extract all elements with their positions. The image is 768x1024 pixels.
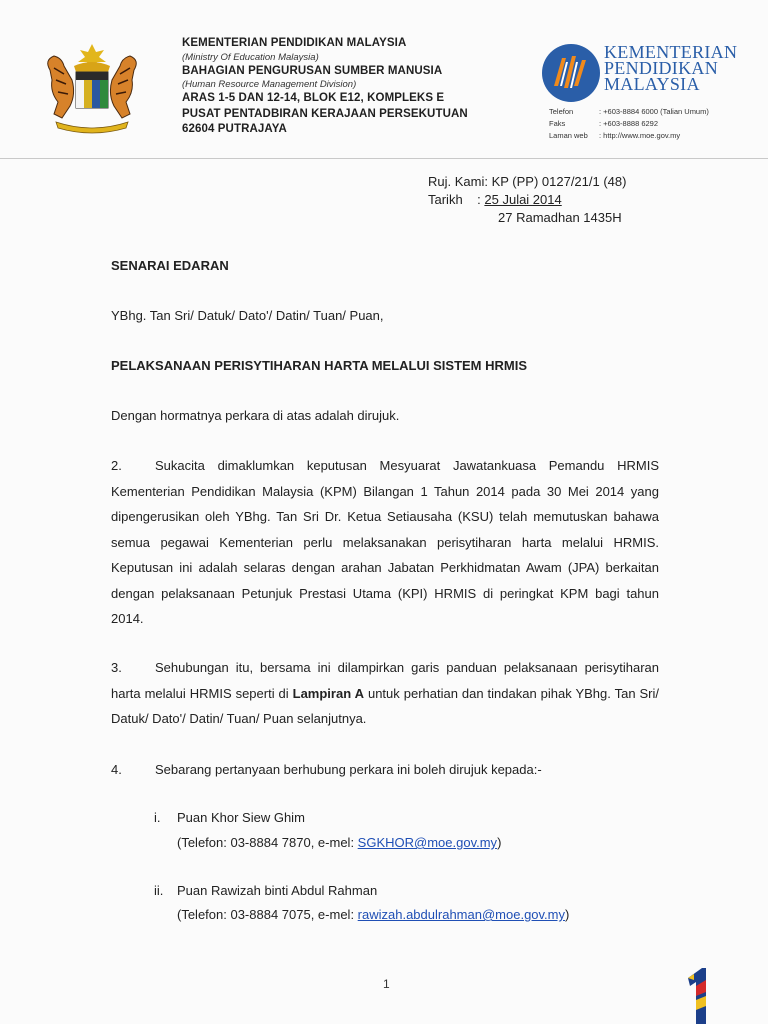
header-divider xyxy=(0,158,768,159)
phone-value: : +603-8884 6000 (Talian Umum) xyxy=(599,107,709,116)
org-division-en: (Human Resource Management Division) xyxy=(182,79,357,90)
org-address-3: 62604 PUTRAJAYA xyxy=(182,123,287,135)
salutation: YBhg. Tan Sri/ Datuk/ Dato'/ Datin/ Tuan/ Puan, xyxy=(111,308,384,323)
paragraph-3-text-b: untuk perhatian dan tindakan pihak YBhg. Tan Sri/ Datuk/ Dato'/ Datin/ Tuan/ Puan selanjutnya. xyxy=(111,685,660,726)
date-separator: : xyxy=(477,192,481,207)
paragraph-4-number: 4. xyxy=(111,762,122,777)
contact-2-email-link[interactable]: rawizah.abdulrahman@moe.gov.my xyxy=(357,907,565,922)
org-division: BAHAGIAN PENGURUSAN SUMBER MANUSIA xyxy=(182,64,443,77)
contact-1-detail xyxy=(177,835,501,850)
contact-2-name: Puan Rawizah binti Abdul Rahman xyxy=(177,883,378,898)
malaysia-coat-of-arms-icon xyxy=(36,40,148,136)
subject-heading: PELAKSANAAN PERISYTIHARAN HARTA MELALUI SISTEM HRMIS xyxy=(111,358,528,373)
fax-value: : +603-8888 6292 xyxy=(599,119,659,128)
reference-number: Ruj. Kami: KP (PP) 0127/21/1 (48) xyxy=(428,174,627,189)
contact-2-close: ) xyxy=(565,907,570,922)
organization-address xyxy=(182,36,468,138)
moe-logo-icon xyxy=(540,42,602,104)
paragraph-3-text-a: Sehubungan itu, bersama ini dilampirkan garis panduan pelaksanaan perisytiharan harta melalui HRMIS seperti di xyxy=(111,660,659,701)
contact-info xyxy=(549,106,709,142)
contact-1-email-link[interactable]: SGKHOR@moe.gov.my xyxy=(357,835,498,850)
distribution-heading: SENARAI EDARAN xyxy=(111,258,229,273)
contact-1-close: ) xyxy=(497,835,502,850)
org-ministry-en: (Ministry Of Education Malaysia) xyxy=(182,51,319,63)
contact-2-number: ii. xyxy=(154,883,164,898)
moe-logo-line-1: KEMENTERIAN xyxy=(604,42,738,62)
hijri-date: 27 Ramadhan 1435H xyxy=(498,210,622,225)
paragraph-2-text: Sukacita dimaklumkan keputusan Mesyuarat Jawatankuasa Pemandu HRMIS Kementerian Pendidikan Malaysia (KPM) Bilangan 1 Tahun 2014 pada 30 Mei 2014 yang dipengerusikan oleh YBhg. Tan Sri Dr. Ketua Setiausaha (KSU) telah memutuskan bahawa semua pegawai Kementerian perlu melaksanakan perisytiharan harta melalui HRMIS. Keputusan ini adalah selaras dengan arahan Jabatan Perkhidmatan Awam (JPA) berkaitan dengan pelaksanaan Petunjuk Prestasi Utama (KPI) HRMIS di peringkat KPM bagi tahun 2014. xyxy=(111,458,659,626)
opening-line: Dengan hormatnya perkara di atas adalah dirujuk. xyxy=(111,408,400,423)
contact-1-number: i. xyxy=(154,810,161,825)
org-ministry: KEMENTERIAN PENDIDIKAN MALAYSIA xyxy=(182,37,407,49)
web-value: : http://www.moe.gov.my xyxy=(599,131,681,140)
paragraph-4-text: Sebarang pertanyaan berhubung perkara ini boleh dirujuk kepada:- xyxy=(155,762,542,777)
contact-2-detail xyxy=(177,907,569,922)
fax-label: Faks xyxy=(549,119,566,128)
contact-1-phone: (Telefon: 03-8884 7870, e-mel: xyxy=(177,835,358,850)
attachment-reference: Lampiran A xyxy=(292,685,365,701)
page-number: 1 xyxy=(383,977,390,991)
phone-label: Telefon xyxy=(549,107,574,116)
moe-logo-text xyxy=(604,44,737,92)
paragraph-2-number: 2. xyxy=(111,458,122,473)
moe-logo-line-3: MALAYSIA xyxy=(604,74,700,94)
paragraph-3-number: 3. xyxy=(111,660,122,675)
contact-1-name: Puan Khor Siew Ghim xyxy=(177,810,305,825)
paragraph-4 xyxy=(111,757,659,783)
date-line xyxy=(428,191,626,209)
date-value: 25 Julai 2014 xyxy=(484,192,562,207)
paragraph-2 xyxy=(111,453,659,632)
paragraph-3 xyxy=(111,655,659,732)
date-label: Tarikh xyxy=(428,192,463,207)
1malaysia-logo-icon xyxy=(682,966,716,1024)
org-address-1: ARAS 1-5 DAN 12-14, BLOK E12, KOMPLEKS E xyxy=(182,92,445,104)
moe-logo-line-2: PENDIDIKAN xyxy=(604,58,718,78)
web-label: Laman web xyxy=(549,131,588,140)
reference-block xyxy=(428,173,626,227)
contact-2-phone: (Telefon: 03-8884 7075, e-mel: xyxy=(177,907,358,922)
org-address-2: PUSAT PENTADBIRAN KERAJAAN PERSEKUTUAN xyxy=(182,107,468,120)
